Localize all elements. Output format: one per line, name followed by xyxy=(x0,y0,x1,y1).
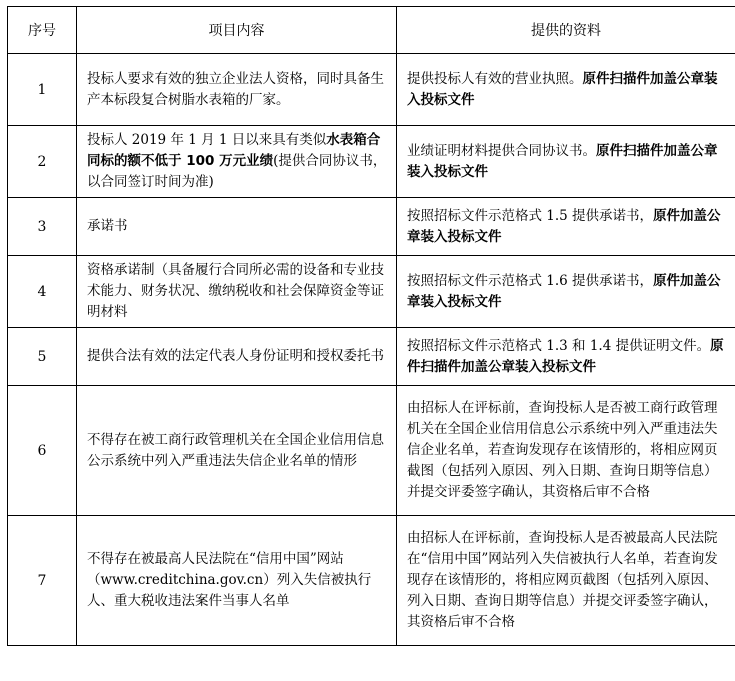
text-segment: 资格承诺制（具备履行合同所必需的设备和专业技术能力、财务状况、缴纳税收和社会保障资金等证明材料 xyxy=(87,262,384,320)
text-segment: 按照招标文件示范格式 1.3 和 1.4 提供证明文件。 xyxy=(407,337,711,354)
table-row xyxy=(8,256,735,328)
row-number: 3 xyxy=(8,198,77,256)
text-segment: 提供合法有效的法定代表人身份证明和授权委托书 xyxy=(87,348,384,364)
table-row xyxy=(8,126,735,198)
table-row xyxy=(8,198,735,256)
row-number: 1 xyxy=(8,54,77,126)
row-number: 4 xyxy=(8,256,77,328)
text-segment: 提供投标人有效的营业执照。 xyxy=(407,70,583,87)
row-number: 2 xyxy=(8,126,77,198)
header-content: 项目内容 xyxy=(77,7,397,54)
table-row xyxy=(8,386,735,516)
item-content-cell xyxy=(77,126,397,198)
item-content-cell xyxy=(77,54,397,126)
text-segment: 投标人 2019 年 1 月 1 日以来具有类似 xyxy=(87,132,327,148)
header-materials: 提供的资料 xyxy=(397,7,735,54)
text-segment: 业绩证明材料提供合同协议书。 xyxy=(407,142,596,159)
row-number: 7 xyxy=(8,516,77,646)
item-content-cell xyxy=(77,198,397,256)
materials-cell xyxy=(397,198,735,256)
requirements-table xyxy=(7,6,735,646)
header-no: 序号 xyxy=(8,7,77,54)
materials-cell xyxy=(397,54,735,126)
bold-text: 原件扫描件加盖公章装入投标文件 xyxy=(407,337,724,375)
text-segment: 承诺书 xyxy=(87,218,128,234)
text-segment: 由招标人在评标前，查询投标人是否被工商行政管理机关在全国企业信用信息公示系统中列入严重违法失信企业名单，若查询发现存在该情形的，将相应网页截图（包括列入原因、列入日期、查询日期等信息）并提交评委签字确认，其资格后审不合格 xyxy=(407,400,718,500)
row-number: 5 xyxy=(8,328,77,386)
table-body xyxy=(8,54,735,646)
table-row xyxy=(8,516,735,646)
item-content-cell xyxy=(77,328,397,386)
text-segment: 按照招标文件示范格式 1.5 提供承诺书， xyxy=(407,207,654,224)
materials-cell xyxy=(397,256,735,328)
bold-text: 原件加盖公章装入投标文件 xyxy=(407,272,721,310)
text-segment: 由招标人在评标前，查询投标人是否被最高人民法院在“信用中国”网站列入失信被执行人名单，若查询发现存在该情形的，将相应网页截图（包括列入原因、列入日期、查询日期等信息）并提交评委签字确认，其资格后审不合格 xyxy=(407,530,718,630)
bold-text: 水表箱合同标的额不低于 100 万元业绩 xyxy=(87,132,381,169)
bold-text: 原件扫描件加盖公章装入投标文件 xyxy=(407,142,718,180)
text-segment: (提供合同协议书，以合同签订时间为准) xyxy=(87,153,387,190)
text-segment: 不得存在被最高人民法院在“信用中国”网站（www.creditchina.gov.cn）列入失信被执行人、重大税收违法案件当事人名单 xyxy=(87,551,372,609)
text-segment: 投标人要求有效的独立企业法人资格，同时具备生产本标段复合树脂水表箱的厂家。 xyxy=(87,70,384,108)
materials-cell xyxy=(397,328,735,386)
item-content-cell xyxy=(77,256,397,328)
row-number: 6 xyxy=(8,386,77,516)
table-row xyxy=(8,328,735,386)
bold-text: 原件加盖公章装入投标文件 xyxy=(407,207,721,245)
item-content-cell xyxy=(77,516,397,646)
table-row xyxy=(8,54,735,126)
text-segment: 按照招标文件示范格式 1.6 提供承诺书， xyxy=(407,272,654,289)
materials-cell xyxy=(397,386,735,516)
text-segment: 不得存在被工商行政管理机关在全国企业信用信息公示系统中列入严重违法失信企业名单的情形 xyxy=(87,431,384,469)
materials-cell xyxy=(397,516,735,646)
table-header-row xyxy=(8,7,735,54)
materials-cell xyxy=(397,126,735,198)
item-content-cell xyxy=(77,386,397,516)
bold-text: 原件扫描件加盖公章装入投标文件 xyxy=(407,70,718,108)
